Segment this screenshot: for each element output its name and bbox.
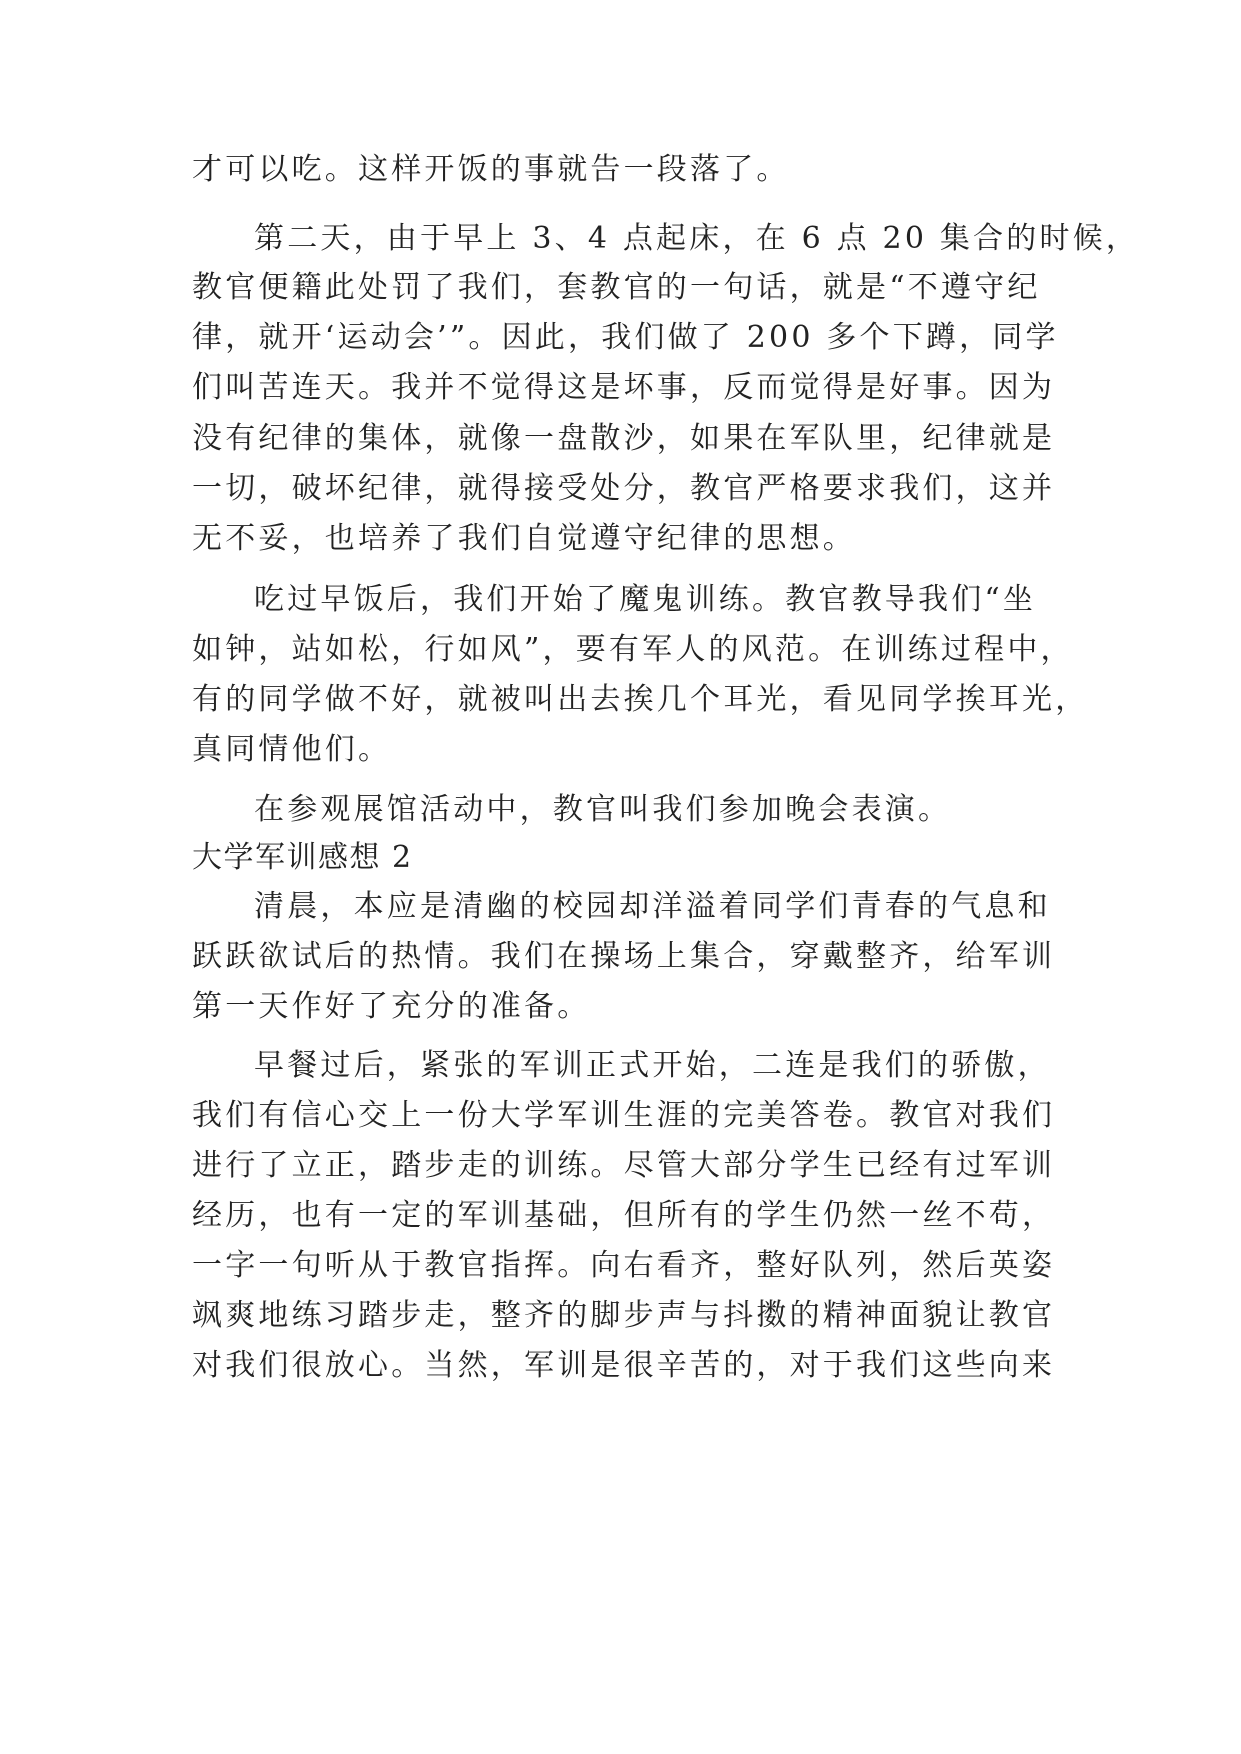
paragraph-first-line: 第二天，由于早上 3、4 点起床，在 6 点 20 集合的时候， <box>254 221 1140 256</box>
text-line: 真同情他们。 <box>192 732 392 767</box>
text-line: 才可以吃。这样开饭的事就告一段落了。 <box>192 152 790 187</box>
text-line: 教官便籍此处罚了我们，套教官的一句话，就是“不遵守纪 <box>192 270 1041 305</box>
text-line: 飒爽地练习踏步走，整齐的脚步声与抖擞的精神面貌让教官 <box>192 1298 1056 1333</box>
text-line: 对我们很放心。当然，军训是很辛苦的，对于我们这些向来 <box>192 1348 1056 1383</box>
text-line: 经历，也有一定的军训基础，但所有的学生仍然一丝不苟， <box>192 1198 1056 1233</box>
text-line: 有的同学做不好，就被叫出去挨几个耳光，看见同学挨耳光， <box>192 682 1089 717</box>
text-line: 无不妥，也培养了我们自觉遵守纪律的思想。 <box>192 521 856 556</box>
paragraph-first-line: 在参观展馆活动中，教官叫我们参加晚会表演。 <box>254 792 952 827</box>
text-line: 我们有信心交上一份大学军训生涯的完美答卷。教官对我们 <box>192 1098 1056 1133</box>
section-heading: 大学军训感想 2 <box>192 840 413 875</box>
text-line: 第一天作好了充分的准备。 <box>192 989 591 1024</box>
paragraph-first-line: 清晨，本应是清幽的校园却洋溢着同学们青春的气息和 <box>254 889 1051 924</box>
text-line: 一字一句听从于教官指挥。向右看齐，整好队列，然后英姿 <box>192 1248 1056 1283</box>
text-line: 一切，破坏纪律，就得接受处分，教官严格要求我们，这并 <box>192 471 1056 506</box>
text-line: 如钟，站如松，行如风”，要有军人的风范。在训练过程中， <box>192 632 1074 667</box>
text-line: 没有纪律的集体，就像一盘散沙，如果在军队里，纪律就是 <box>192 421 1056 456</box>
text-line: 们叫苦连天。我并不觉得这是坏事，反而觉得是好事。因为 <box>192 370 1056 405</box>
text-line: 律，就开‘运动会’”。因此，我们做了 200 多个下蹲，同学 <box>192 320 1059 355</box>
text-line: 进行了立正，踏步走的训练。尽管大部分学生已经有过军训 <box>192 1148 1056 1183</box>
text-line: 跃跃欲试后的热情。我们在操场上集合，穿戴整齐，给军训 <box>192 939 1056 974</box>
paragraph-first-line: 吃过早饭后，我们开始了魔鬼训练。教官教导我们“坐 <box>254 582 1037 617</box>
paragraph-first-line: 早餐过后，紧张的军训正式开始，二连是我们的骄傲， <box>254 1048 1051 1083</box>
